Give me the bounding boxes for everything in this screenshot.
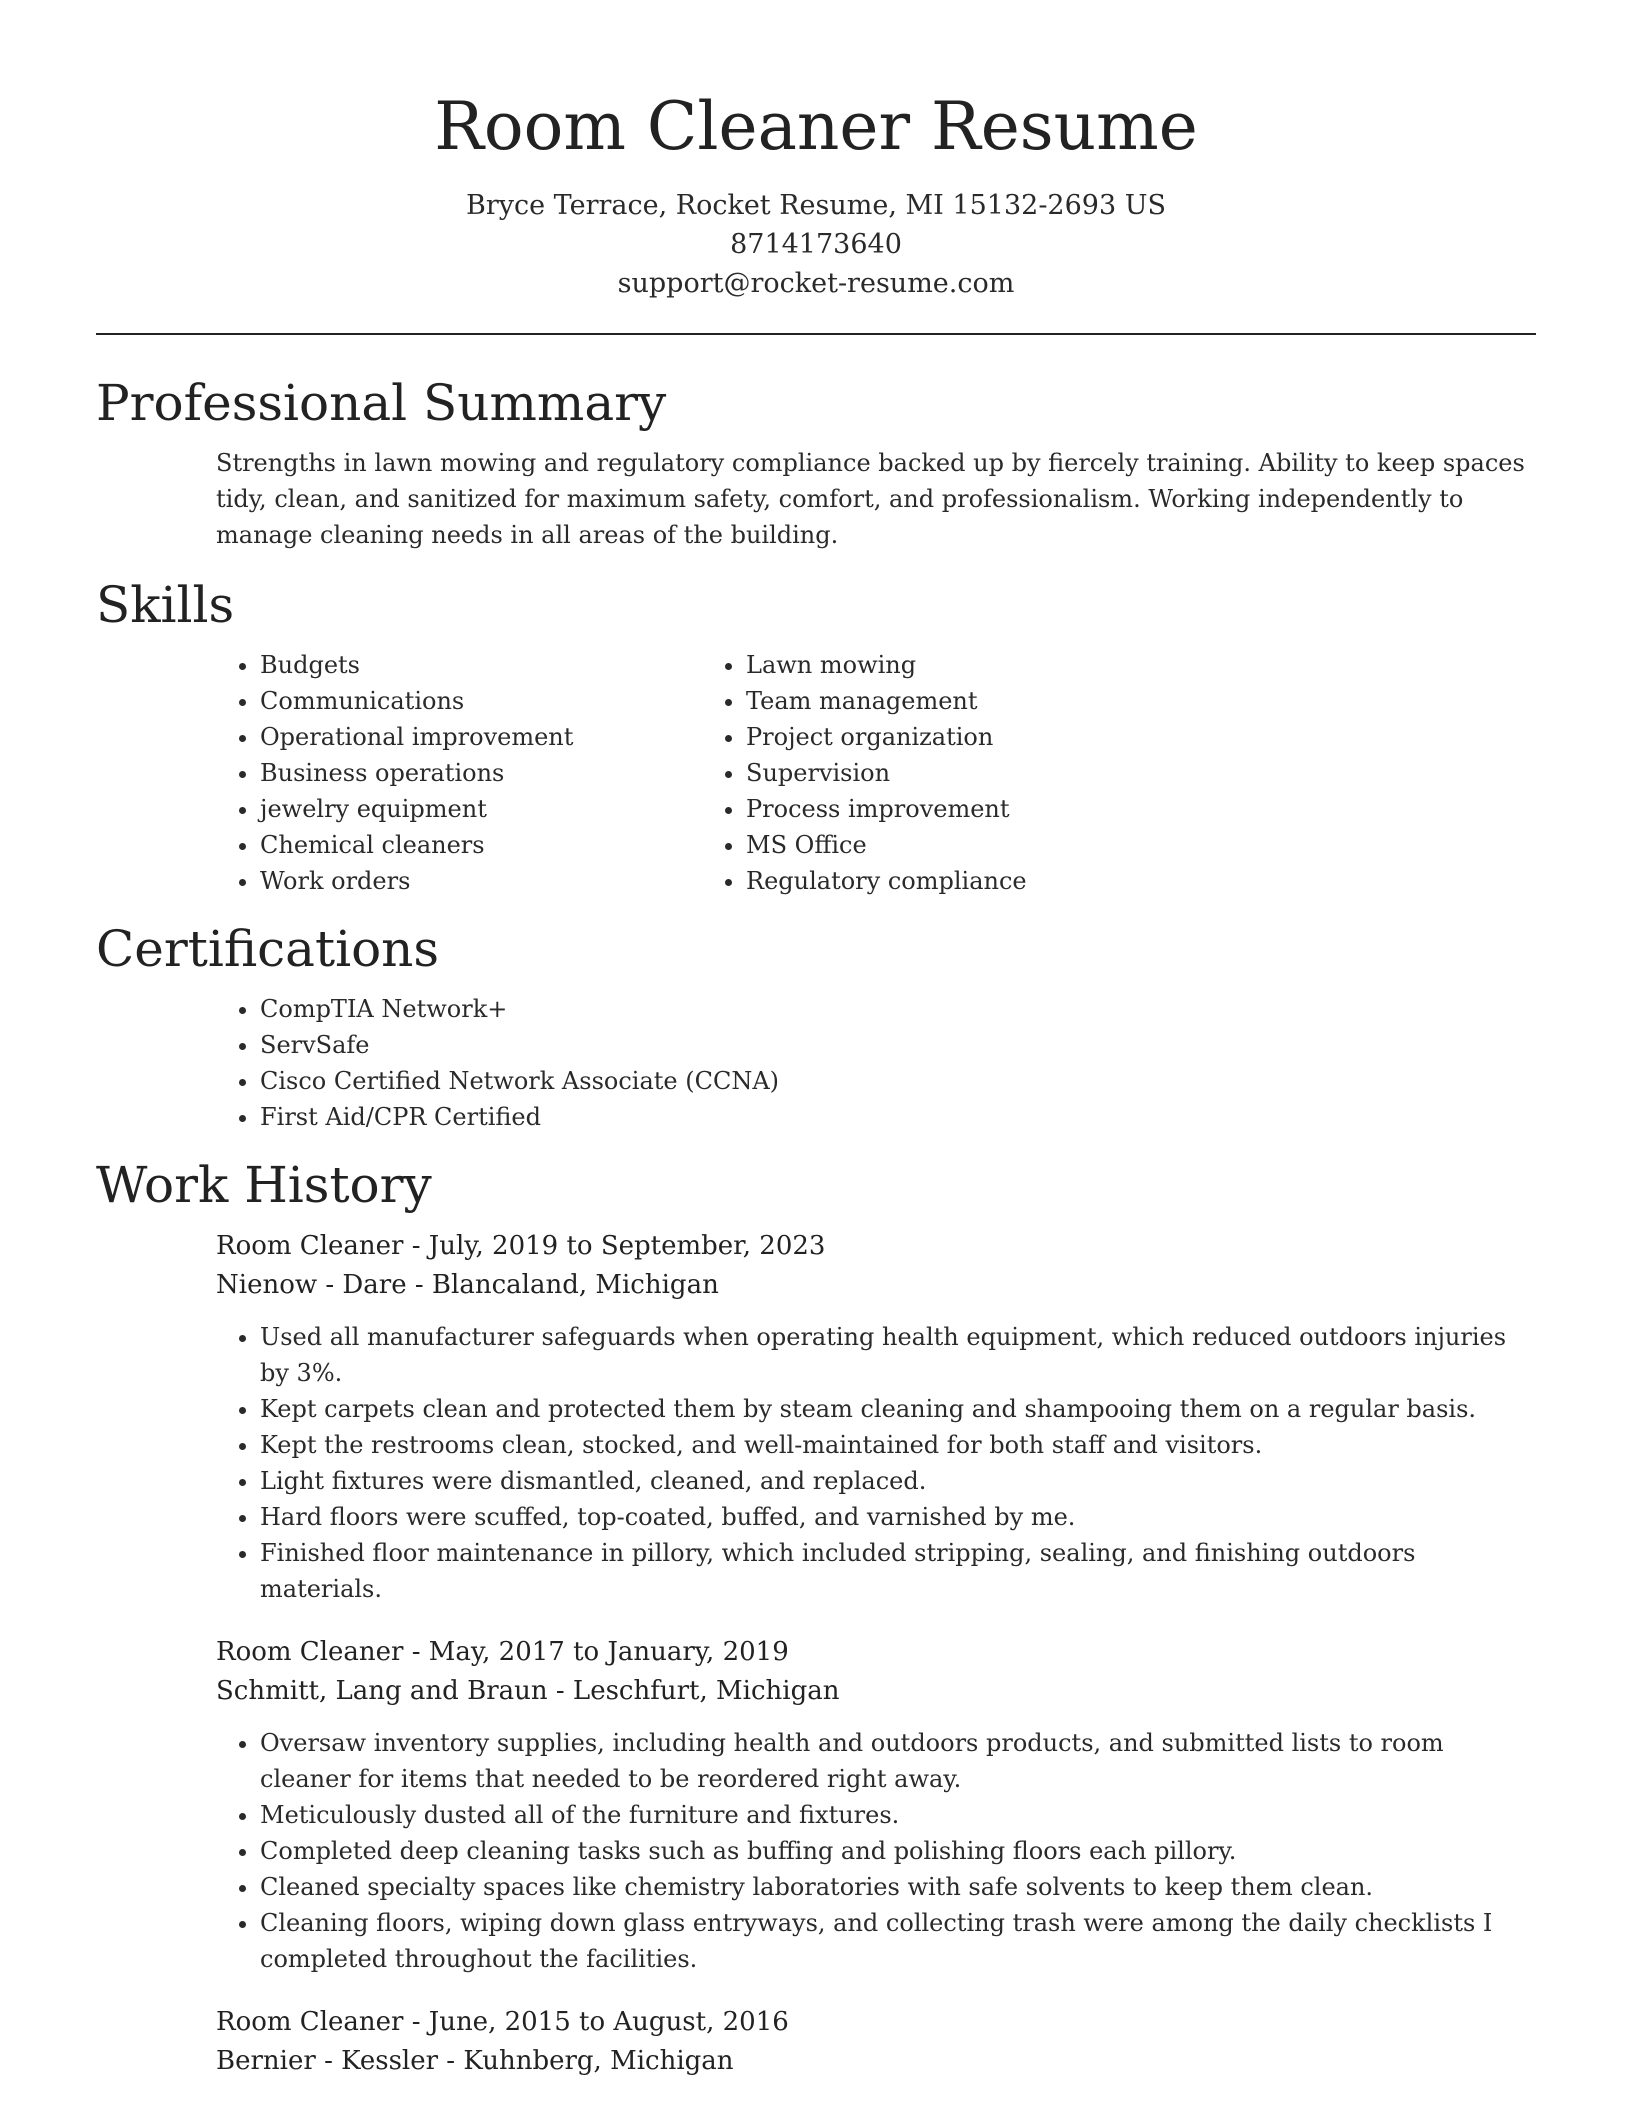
skills-list-right: [582, 647, 1232, 899]
skill-item: • Lawn mowing: [746, 647, 1232, 683]
skill-item: • jewelry equipment: [260, 791, 746, 827]
job-bullet: • Hard floors were scuffed, top-coated, buffed, and varnished by me.: [260, 1499, 1536, 1535]
job-company-line: Bernier - Kessler - Kuhnberg, Michigan: [216, 2046, 734, 2076]
job-bullet: • Completed deep cleaning tasks such as buffing and polishing floors each pillory.: [260, 1833, 1536, 1869]
job-company-line: Nienow - Dare - Blancaland, Michigan: [216, 1270, 719, 1300]
certifications-section: [96, 919, 1536, 1135]
skill-item: • Work orders: [260, 863, 746, 899]
skill-item: • Operational improvement: [260, 719, 746, 755]
contact-address: Bryce Terrace, Rocket Resume, MI 15132-2693 US: [466, 190, 1166, 221]
summary-heading: Professional Summary: [96, 374, 667, 432]
summary-text: Strengths in lawn mowing and regulatory compliance backed up by fiercely training. Ability to keep spaces tidy, clean, and sanitized for maximum safety, comfort, and professionalism. Working independently to manage cleaning needs in all areas of the building.: [216, 449, 1525, 549]
job-title-line: Room Cleaner - June, 2015 to August, 2016: [216, 2007, 789, 2037]
certification-item: • CompTIA Network+: [260, 991, 1536, 1027]
job-entry: [216, 2003, 1536, 2081]
job-bullet: • Used all manufacturer safeguards when operating health equipment, which reduced outdoors injuries by 3%.: [260, 1319, 1536, 1391]
contact-phone: 8714173640: [730, 229, 902, 260]
job-bullet: • Cleaned specialty spaces like chemistry laboratories with safe solvents to keep them clean.: [260, 1869, 1536, 1905]
summary-section: [96, 373, 1536, 553]
resume-page: [96, 0, 1536, 2081]
skill-item: • Communications: [260, 683, 746, 719]
job-title-line: Room Cleaner - July, 2019 to September, 2023: [216, 1231, 826, 1261]
certifications-heading: Certifications: [96, 920, 440, 978]
job-company-line: Schmitt, Lang and Braun - Leschfurt, Michigan: [216, 1676, 840, 1706]
job-bullet: • Kept the restrooms clean, stocked, and well-maintained for both staff and visitors.: [260, 1427, 1536, 1463]
skill-item: • Supervision: [746, 755, 1232, 791]
skill-item: • Process improvement: [746, 791, 1232, 827]
job-entry: [216, 1227, 1536, 1607]
job-bullet: • Meticulously dusted all of the furniture and fixtures.: [260, 1797, 1536, 1833]
job-entry: [216, 1633, 1536, 1977]
job-bullets: [216, 1725, 1536, 1977]
job-header: [216, 1227, 1536, 1305]
job-header: [216, 2003, 1536, 2081]
job-bullet: • Cleaning floors, wiping down glass entryways, and collecting trash were among the daily checklists I completed throughout the facilities.: [260, 1905, 1536, 1977]
job-bullets: [216, 1319, 1536, 1607]
skill-item: • Chemical cleaners: [260, 827, 746, 863]
resume-title: Room Cleaner Resume: [434, 88, 1198, 165]
job-bullet: • Kept carpets clean and protected them by steam cleaning and shampooing them on a regular basis.: [260, 1391, 1536, 1427]
certification-item: • First Aid/CPR Certified: [260, 1099, 1536, 1135]
contact-email: support@rocket-resume.com: [617, 268, 1015, 299]
skill-item: • Budgets: [260, 647, 746, 683]
job-title-line: Room Cleaner - May, 2017 to January, 2019: [216, 1637, 789, 1667]
skill-item: • Team management: [746, 683, 1232, 719]
header-divider: [96, 333, 1536, 335]
skills-heading: Skills: [96, 576, 235, 634]
skill-item: • Project organization: [746, 719, 1232, 755]
job-bullet: • Oversaw inventory supplies, including health and outdoors products, and submitted lists to room cleaner for items that needed to be reordered right away.: [260, 1725, 1536, 1797]
certification-item: • ServSafe: [260, 1027, 1536, 1063]
certification-item: • Cisco Certified Network Associate (CCNA): [260, 1063, 1536, 1099]
skill-item: • Business operations: [260, 755, 746, 791]
work-history-heading: Work History: [96, 1156, 432, 1214]
job-bullet: • Light fixtures were dismantled, cleaned, and replaced.: [260, 1463, 1536, 1499]
certifications-list: [96, 991, 1536, 1135]
job-header: [216, 1633, 1536, 1711]
skill-item: • MS Office: [746, 827, 1232, 863]
work-history-section: [96, 1155, 1536, 2081]
contact-block: [96, 186, 1536, 303]
skills-grid: [96, 647, 1536, 899]
job-bullet: • Finished floor maintenance in pillory, which included stripping, sealing, and finishing outdoors materials.: [260, 1535, 1536, 1607]
skills-section: [96, 575, 1536, 899]
skill-item: • Regulatory compliance: [746, 863, 1232, 899]
